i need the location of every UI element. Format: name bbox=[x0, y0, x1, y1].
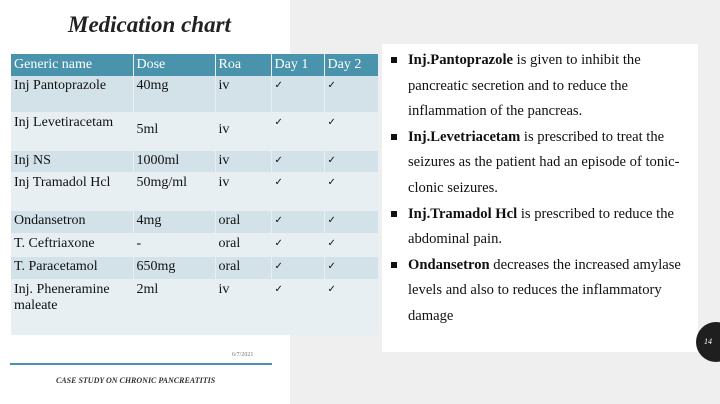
drug-description: is given to inhibit the pancreatic secretion and to reduce the inflammation of the pancreas. bbox=[408, 52, 641, 120]
cell-dose: 1000ml bbox=[133, 151, 215, 173]
header-dose: Dose bbox=[133, 54, 215, 76]
cell-day2-check: ✓ bbox=[324, 173, 378, 211]
cell-roa: oral bbox=[215, 257, 271, 280]
cell-dose: 50mg/ml bbox=[133, 173, 215, 211]
cell-dose: - bbox=[133, 234, 215, 257]
cell-roa: iv bbox=[215, 173, 271, 211]
list-item bbox=[388, 125, 698, 202]
table-row bbox=[11, 113, 378, 151]
cell-day1-check: ✓ bbox=[271, 113, 324, 151]
cell-roa: iv bbox=[215, 76, 271, 113]
cell-day2-check: ✓ bbox=[324, 257, 378, 280]
cell-roa: oral bbox=[215, 234, 271, 257]
cell-day1-check: ✓ bbox=[271, 211, 324, 234]
drug-name: Inj.Tramadol Hcl bbox=[408, 205, 518, 222]
cell-day2-check: ✓ bbox=[324, 76, 378, 113]
cell-dose: 2ml bbox=[133, 280, 215, 335]
drug-description: decreases the increased amylase levels and also to reduces the inflammatory damage bbox=[408, 256, 681, 324]
cell-day2-check: ✓ bbox=[324, 211, 378, 234]
cell-name: Inj Levetiracetam bbox=[11, 113, 133, 151]
table-row bbox=[11, 76, 378, 113]
cell-dose: 5ml bbox=[133, 113, 215, 151]
drug-description: is prescribed to reduce the abdominal pain. bbox=[408, 205, 675, 248]
cell-day1-check: ✓ bbox=[271, 280, 324, 335]
table-row bbox=[11, 257, 378, 280]
cell-day2-check: ✓ bbox=[324, 151, 378, 173]
cell-dose: 4mg bbox=[133, 211, 215, 234]
cell-day2-check: ✓ bbox=[324, 113, 378, 151]
table-row bbox=[11, 151, 378, 173]
cell-name: Inj. Pheneramine maleate bbox=[11, 280, 133, 335]
cell-day2-check: ✓ bbox=[324, 280, 378, 335]
cell-roa: oral bbox=[215, 211, 271, 234]
table-row bbox=[11, 234, 378, 257]
drug-description: is prescribed to treat the seizures as the patient had an episode of tonic-clonic seizures. bbox=[408, 128, 680, 196]
list-item bbox=[388, 202, 698, 253]
header-roa: Roa bbox=[215, 54, 271, 76]
cell-dose: 650mg bbox=[133, 257, 215, 280]
cell-roa: iv bbox=[215, 280, 271, 335]
cell-day1-check: ✓ bbox=[271, 151, 324, 173]
table-row bbox=[11, 211, 378, 234]
cell-name: Inj Pantoprazole bbox=[11, 76, 133, 113]
medication-table bbox=[11, 54, 379, 335]
slide-footer: CASE STUDY ON CHRONIC PANCREATITIS bbox=[56, 376, 216, 385]
drug-name: Inj.Levetriacetam bbox=[408, 128, 521, 145]
list-item bbox=[388, 48, 698, 125]
cell-day1-check: ✓ bbox=[271, 257, 324, 280]
notes-list bbox=[382, 44, 698, 330]
cell-day1-check: ✓ bbox=[271, 234, 324, 257]
cell-name: T. Paracetamol bbox=[11, 257, 133, 280]
page-number: 14 bbox=[704, 337, 712, 346]
table-row bbox=[11, 280, 378, 335]
cell-day2-check: ✓ bbox=[324, 234, 378, 257]
cell-name: T. Ceftriaxone bbox=[11, 234, 133, 257]
drug-name: Ondansetron bbox=[408, 256, 490, 273]
table-header-row bbox=[11, 54, 378, 76]
cell-day1-check: ✓ bbox=[271, 76, 324, 113]
header-day-1: Day 1 bbox=[271, 54, 324, 76]
table-row bbox=[11, 173, 378, 211]
cell-day1-check: ✓ bbox=[271, 173, 324, 211]
footer-divider bbox=[10, 363, 272, 365]
notes-panel bbox=[382, 44, 698, 352]
drug-name: Inj.Pantoprazole bbox=[408, 52, 513, 68]
cell-roa: iv bbox=[215, 113, 271, 151]
slide-date: 6/7/2021 bbox=[232, 352, 254, 358]
cell-name: Ondansetron bbox=[11, 211, 133, 234]
slide-title: Medication chart bbox=[68, 12, 231, 37]
header-day-2: Day 2 bbox=[324, 54, 378, 76]
cell-name: Inj NS bbox=[11, 151, 133, 173]
cell-roa: iv bbox=[215, 151, 271, 173]
cell-dose: 40mg bbox=[133, 76, 215, 113]
cell-name: Inj Tramadol Hcl bbox=[11, 173, 133, 211]
list-item bbox=[388, 253, 698, 330]
header-generic-name: Generic name bbox=[11, 54, 133, 76]
